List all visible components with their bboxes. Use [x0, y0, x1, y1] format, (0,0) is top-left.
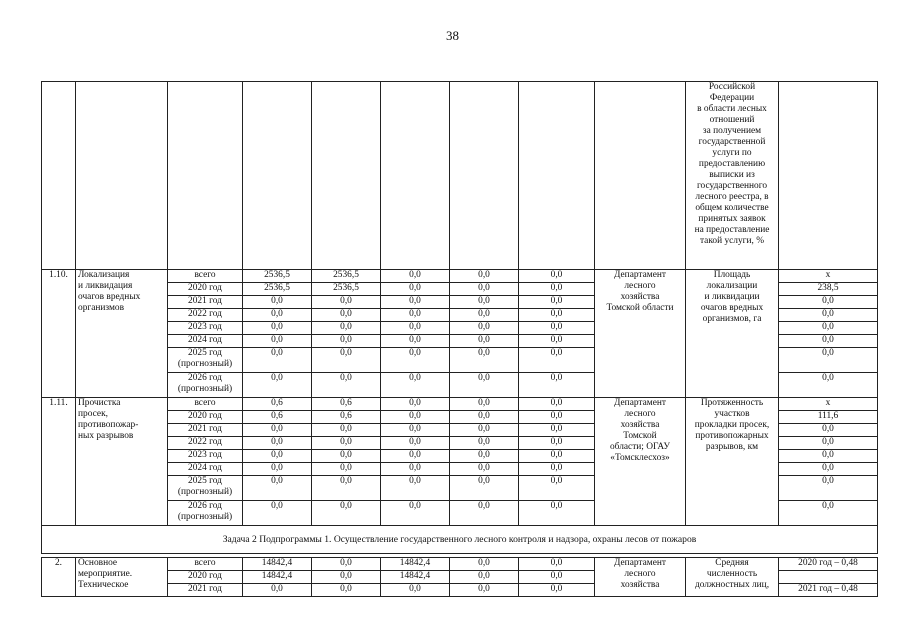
department-cell [595, 558, 686, 597]
amount-cell-v1: 0,0 [243, 463, 312, 476]
indicator-value-cell: 238,5 [779, 283, 878, 296]
indicator-value-cell: 2020 год – 0,48 [779, 558, 878, 571]
indicator-line: принятых заявок [698, 214, 766, 224]
period-line: всего [194, 558, 216, 568]
amount-cell-v5: 0,0 [519, 424, 595, 437]
amount-cell-v4: 0,0 [450, 501, 519, 526]
item-name-line: Локализация [78, 270, 130, 280]
amount-cell-v1: 0,0 [243, 309, 312, 322]
indicator-line: такой услуги, % [699, 236, 765, 246]
amount-cell-v2: 0,0 [312, 373, 381, 398]
period-cell [168, 584, 243, 597]
item-number: 1.11. [42, 398, 76, 526]
period-line: 2025 год [188, 476, 222, 486]
item-name-cell [76, 558, 168, 597]
empty-cell [519, 82, 595, 270]
department-line: Томской [623, 431, 657, 441]
indicator-name-cell [686, 398, 779, 526]
empty-cell [42, 82, 76, 270]
amount-cell-v2: 0,0 [312, 348, 381, 373]
amount-cell-v4: 0,0 [450, 296, 519, 309]
amount-cell-v3: 0,0 [381, 450, 450, 463]
period-line: 2020 год [188, 571, 222, 581]
amount-cell-v1: 0,0 [243, 348, 312, 373]
amount-cell-v5: 0,0 [519, 501, 595, 526]
period-cell [168, 270, 243, 283]
amount-cell-v1: 0,6 [243, 411, 312, 424]
empty-cell [779, 82, 878, 270]
amount-cell-v1: 0,0 [243, 476, 312, 501]
period-line: 2026 год [188, 373, 222, 383]
item-name-line: очагов вредных [78, 292, 141, 302]
period-cell [168, 571, 243, 584]
indicator-value-cell: 0,0 [779, 476, 878, 501]
amount-cell-v2: 0,0 [312, 463, 381, 476]
period-cell [168, 348, 243, 373]
indicator-line: прокладки просек, [694, 420, 770, 430]
indicator-value-cell: 0,0 [779, 450, 878, 463]
amount-cell-v2: 0,0 [312, 335, 381, 348]
amount-cell-v4: 0,0 [450, 411, 519, 424]
amount-cell-v5: 0,0 [519, 398, 595, 411]
amount-cell-v1: 14842,4 [243, 558, 312, 571]
indicator-line: отношений [709, 115, 755, 125]
amount-cell-v2: 0,0 [312, 296, 381, 309]
amount-cell-v5: 0,0 [519, 463, 595, 476]
indicator-value-cell: 0,0 [779, 335, 878, 348]
item-name-line: Техническое [78, 580, 129, 590]
department-line: лесного [624, 281, 656, 291]
amount-cell-v1: 0,0 [243, 501, 312, 526]
amount-cell-v3: 0,0 [381, 463, 450, 476]
period-line: 2024 год [188, 335, 222, 345]
amount-cell-v1: 0,0 [243, 296, 312, 309]
item-name-line: Основное [78, 558, 118, 568]
indicator-line: противопожарных [695, 431, 769, 441]
amount-cell-v3: 0,0 [381, 335, 450, 348]
period-line: 2024 год [188, 463, 222, 473]
amount-cell-v5: 0,0 [519, 309, 595, 322]
amount-cell-v2: 2536,5 [312, 270, 381, 283]
amount-cell-v3: 0,0 [381, 373, 450, 398]
indicator-line: услуги по [712, 148, 752, 158]
amount-cell-v1: 0,0 [243, 335, 312, 348]
indicator-line: государственного [696, 181, 768, 191]
task-banner-row [42, 526, 878, 554]
amount-cell-v3: 0,0 [381, 501, 450, 526]
department-line: хозяйства [620, 292, 660, 302]
amount-cell-v4: 0,0 [450, 322, 519, 335]
amount-cell-v3: 0,0 [381, 322, 450, 335]
amount-cell-v2: 0,0 [312, 437, 381, 450]
period-line: 2022 год [188, 437, 222, 447]
item-number: 1.10. [42, 270, 76, 398]
amount-cell-v4: 0,0 [450, 398, 519, 411]
amount-cell-v2: 0,0 [312, 558, 381, 571]
indicator-line: государственной [698, 137, 766, 147]
period-cell [168, 309, 243, 322]
department-cell [595, 270, 686, 398]
indicator-value-cell: 2021 год – 0,48 [779, 584, 878, 597]
item-name-line: мероприятие. [78, 569, 133, 579]
amount-cell-v2: 0,0 [312, 322, 381, 335]
amount-cell-v1: 0,0 [243, 437, 312, 450]
department-line: Департамент [614, 558, 666, 568]
amount-cell-v3: 0,0 [381, 270, 450, 283]
indicator-name-cell [686, 558, 779, 597]
period-line: 2026 год [188, 501, 222, 511]
department-line: Департамент [614, 270, 666, 280]
amount-cell-v5: 0,0 [519, 558, 595, 571]
amount-cell-v5: 0,0 [519, 348, 595, 373]
indicator-value-cell: 0,0 [779, 463, 878, 476]
amount-cell-v3: 0,0 [381, 437, 450, 450]
amount-cell-v3: 0,0 [381, 584, 450, 597]
department-line: «Томсклесхоз» [610, 453, 670, 463]
amount-cell-v5: 0,0 [519, 437, 595, 450]
item-name-line: Прочистка [78, 398, 121, 408]
amount-cell-v5: 0,0 [519, 335, 595, 348]
indicator-line: Площадь [713, 270, 751, 280]
amount-cell-v4: 0,0 [450, 335, 519, 348]
period-cell [168, 558, 243, 571]
period-line: 2025 год [188, 348, 222, 358]
amount-cell-v3: 0,0 [381, 283, 450, 296]
indicator-line: за получением [702, 126, 762, 136]
amount-cell-v5: 0,0 [519, 296, 595, 309]
amount-cell-v2: 0,6 [312, 398, 381, 411]
budget-table [41, 81, 878, 597]
amount-cell-v5: 0,0 [519, 450, 595, 463]
amount-cell-v2: 0,0 [312, 450, 381, 463]
amount-cell-v4: 0,0 [450, 309, 519, 322]
indicator-value-cell: 0,0 [779, 437, 878, 450]
amount-cell-v2: 0,0 [312, 424, 381, 437]
indicator-line: численность [706, 569, 758, 579]
amount-cell-v5: 0,0 [519, 571, 595, 584]
period-cell [168, 501, 243, 526]
amount-cell-v4: 0,0 [450, 270, 519, 283]
period-line: 2020 год [188, 283, 222, 293]
amount-cell-v3: 0,0 [381, 309, 450, 322]
amount-cell-v1: 0,0 [243, 373, 312, 398]
period-line: 2023 год [188, 450, 222, 460]
amount-cell-v2: 0,0 [312, 476, 381, 501]
department-cell [595, 398, 686, 526]
period-cell [168, 463, 243, 476]
indicator-value-cell: 0,0 [779, 296, 878, 309]
empty-cell [381, 82, 450, 270]
amount-cell-v5: 0,0 [519, 584, 595, 597]
period-cell [168, 335, 243, 348]
indicator-value-cell: 0,0 [779, 373, 878, 398]
table-row [42, 398, 878, 411]
amount-cell-v2: 0,0 [312, 584, 381, 597]
indicator-line: Протяженность [700, 398, 764, 408]
item-name-line: противопожар- [78, 420, 139, 430]
amount-cell-v1: 0,0 [243, 424, 312, 437]
amount-cell-v2: 0,0 [312, 309, 381, 322]
indicator-line: общем количестве [695, 203, 769, 213]
period-line: (прогнозный) [177, 487, 233, 497]
amount-cell-v4: 0,0 [450, 558, 519, 571]
period-cell [168, 373, 243, 398]
amount-cell-v3: 0,0 [381, 398, 450, 411]
amount-cell-v1: 0,0 [243, 450, 312, 463]
indicator-line: участков [714, 409, 750, 419]
amount-cell-v4: 0,0 [450, 476, 519, 501]
amount-cell-v4: 0,0 [450, 571, 519, 584]
period-line: 2022 год [188, 309, 222, 319]
amount-cell-v4: 0,0 [450, 437, 519, 450]
period-cell [168, 450, 243, 463]
period-line: (прогнозный) [177, 512, 233, 522]
amount-cell-v3: 14842,4 [381, 558, 450, 571]
empty-cell [312, 82, 381, 270]
department-line: области; ОГАУ [609, 442, 671, 452]
item-name-line: и ликвидация [78, 281, 133, 291]
empty-cell [450, 82, 519, 270]
item-name-line: организмов [78, 303, 125, 313]
department-line: хозяйства [620, 580, 660, 590]
amount-cell-v1: 14842,4 [243, 571, 312, 584]
period-line: 2020 год [188, 411, 222, 421]
indicator-value-cell: 0,0 [779, 322, 878, 335]
amount-cell-v5: 0,0 [519, 476, 595, 501]
indicator-value-cell: 0,0 [779, 348, 878, 373]
indicator-name-cell [686, 270, 779, 398]
period-line: всего [194, 398, 216, 408]
amount-cell-v3: 0,0 [381, 476, 450, 501]
indicator-name-cell [686, 82, 779, 270]
continued-row [42, 82, 878, 270]
department-line: Томской области [606, 303, 674, 313]
amount-cell-v4: 0,0 [450, 424, 519, 437]
indicator-line: и ликвидации [704, 292, 760, 302]
indicator-line: Средняя [715, 558, 749, 568]
period-line: всего [194, 270, 216, 280]
item-number: 2. [42, 558, 76, 597]
indicator-line: лесного реестра, в [695, 192, 769, 202]
period-line: (прогнозный) [177, 359, 233, 369]
indicator-value-cell: 0,0 [779, 501, 878, 526]
amount-cell-v4: 0,0 [450, 450, 519, 463]
table-row [42, 270, 878, 283]
period-line: 2023 год [188, 322, 222, 332]
period-cell [168, 322, 243, 335]
indicator-value-cell: 111,6 [779, 411, 878, 424]
department-line: лесного [624, 569, 656, 579]
amount-cell-v3: 0,0 [381, 411, 450, 424]
page-number: 38 [446, 28, 459, 43]
amount-cell-v1: 2536,5 [243, 270, 312, 283]
department-line: лесного [624, 409, 656, 419]
indicator-line: Федерации [709, 93, 755, 103]
period-cell [168, 411, 243, 424]
amount-cell-v3: 0,0 [381, 296, 450, 309]
amount-cell-v1: 2536,5 [243, 283, 312, 296]
department-line: хозяйства [620, 420, 660, 430]
amount-cell-v5: 0,0 [519, 270, 595, 283]
empty-cell [595, 82, 686, 270]
amount-cell-v4: 0,0 [450, 584, 519, 597]
indicator-line: Российской [708, 82, 756, 92]
task-banner: Задача 2 Подпрограммы 1. Осуществление государственного лесного контроля и надзора, охраны лесов от пожаров [42, 526, 878, 554]
item-name-line: ных разрывов [78, 431, 134, 441]
indicator-value-cell: 0,0 [779, 309, 878, 322]
amount-cell-v1: 0,0 [243, 322, 312, 335]
indicator-value-cell: х [779, 398, 878, 411]
empty-cell [76, 82, 168, 270]
amount-cell-v5: 0,0 [519, 373, 595, 398]
indicator-line: локализации [706, 281, 758, 291]
indicator-line: на предоставление [694, 225, 770, 235]
amount-cell-v4: 0,0 [450, 283, 519, 296]
amount-cell-v3: 14842,4 [381, 571, 450, 584]
period-cell [168, 424, 243, 437]
indicator-line: выписки из [709, 170, 755, 180]
period-cell [168, 398, 243, 411]
amount-cell-v1: 0,6 [243, 398, 312, 411]
period-line: 2021 год [188, 584, 222, 594]
indicator-line: в области лесных [697, 104, 767, 114]
indicator-line: предоставлению [698, 159, 766, 169]
period-cell [168, 476, 243, 501]
indicator-value-cell: х [779, 270, 878, 283]
period-line: (прогнозный) [177, 384, 233, 394]
amount-cell-v2: 0,0 [312, 501, 381, 526]
item-name-cell [76, 398, 168, 526]
amount-cell-v2: 2536,5 [312, 283, 381, 296]
amount-cell-v4: 0,0 [450, 373, 519, 398]
indicator-line: организмов, га [702, 314, 762, 324]
indicator-value-cell [779, 571, 878, 584]
empty-cell [168, 82, 243, 270]
amount-cell-v3: 0,0 [381, 424, 450, 437]
amount-cell-v3: 0,0 [381, 348, 450, 373]
period-line: 2021 год [188, 424, 222, 434]
amount-cell-v1: 0,0 [243, 584, 312, 597]
item-name-line: просек, [78, 409, 108, 419]
period-cell [168, 296, 243, 309]
indicator-line: разрывов, км [705, 442, 759, 452]
empty-cell [243, 82, 312, 270]
item-name-cell [76, 270, 168, 398]
period-cell [168, 283, 243, 296]
amount-cell-v2: 0,0 [312, 571, 381, 584]
amount-cell-v2: 0,6 [312, 411, 381, 424]
amount-cell-v5: 0,0 [519, 411, 595, 424]
amount-cell-v4: 0,0 [450, 463, 519, 476]
indicator-line: очагов вредных [700, 303, 764, 313]
table-row [42, 558, 878, 571]
indicator-line: должностных лиц, [694, 580, 770, 590]
period-line: 2021 год [188, 296, 222, 306]
amount-cell-v5: 0,0 [519, 322, 595, 335]
period-cell [168, 437, 243, 450]
department-line: Департамент [614, 398, 666, 408]
indicator-value-cell: 0,0 [779, 424, 878, 437]
amount-cell-v5: 0,0 [519, 283, 595, 296]
amount-cell-v4: 0,0 [450, 348, 519, 373]
